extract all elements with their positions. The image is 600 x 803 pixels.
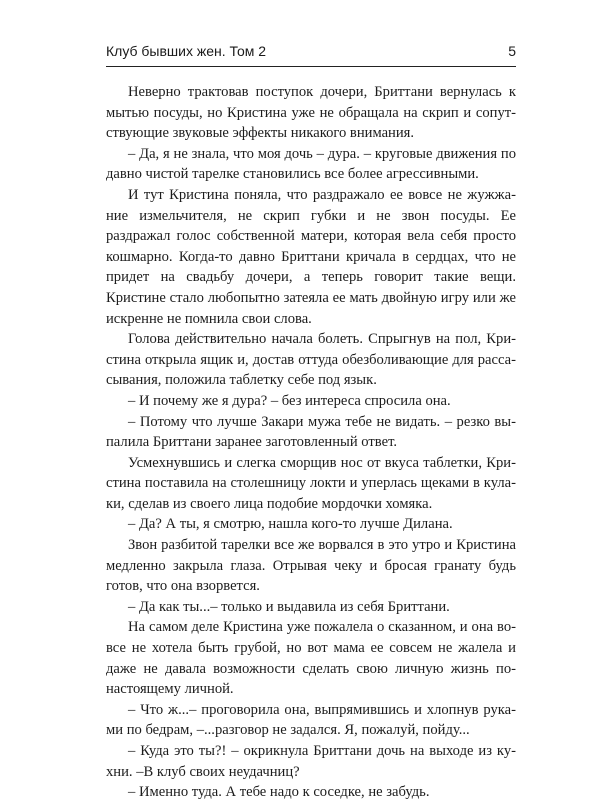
paragraph: И тут Кристина поняла, что раздражало ее вовсе не жужжание измельчителя, не скрип губки и не звон посуды. Ее раздражал голос собственной матери, которая вела себя просто кошмарно. Когда-то давно Бриттани кричала в сердцах, что не придет на свадьбу дочери, а теперь говорит такие вещи. Кристине стало любопытно затеяла ее мать двойную игру или же искренне не помнила свои слова. [106, 186, 516, 327]
paragraph: Неверно трактовав поступок дочери, Бриттани вернулась к мытью посуды, но Кристина уже не обращала на скрип и сопутствующие звуковые эффекты никакого внимания. [106, 84, 516, 142]
paragraph: – Куда это ты?! – окрикнула Бриттани дочь на выходе из кухни. –В клуб своих неудачниц? [106, 743, 516, 780]
paragraph: – Да, я не знала, что моя дочь – дура. – круговые движения по давно чистой тарелке становились все более агрессивными. [106, 145, 516, 183]
page-number: 5 [508, 43, 516, 59]
paragraph: На самом деле Кристина уже пожалела о сказанном, и она вовсе не хотела быть грубой, но вот мама ее совсем не жалела и даже не давала возможности сделать свою личную жизнь по-настоящему личной. [106, 619, 516, 698]
paragraph: Звон разбитой тарелки все же ворвался в это утро и Кристина медленно закрыла глаза. Отрывая чеку и бросая гранату будь готов, что она взорвется. [106, 537, 516, 595]
body-text [106, 82, 516, 803]
paragraph: – Что ж...– проговорила она, выпрямившись и хлопнув руками по бедрам, –...разговор не задался. Я, пожалуй, пойду... [106, 701, 516, 739]
paragraph: – Потому что лучше Закари мужа тебе не видать. – резко выпалила Бриттани заранее заготовленный ответ. [106, 413, 516, 451]
paragraph: – Именно туда. А тебе надо к соседке, не забудь. [128, 784, 430, 801]
paragraph: – И почему же я дура? – без интереса спросила она. [128, 392, 451, 409]
running-title: Клуб бывших жен. Том 2 [106, 43, 267, 59]
header-rule [106, 66, 516, 67]
running-header [106, 42, 516, 64]
paragraph: – Да как ты...– только и выдавила из себя Бриттани. [128, 598, 450, 615]
paragraph: Голова действительно начала болеть. Спрыгнув на пол, Кристина открыла ящик и, достав оттуда обезболивающие для рассасывания, положила таблетку себе под язык. [106, 331, 516, 389]
paragraph: – Да? А ты, я смотрю, нашла кого-то лучше Дилана. [128, 516, 453, 533]
paragraph: Усмехнувшись и слегка сморщив нос от вкуса таблетки, Кристина поставила на столешницу локти и уперлась щеками в кулаки, сделав из своего лица подобие мордочки хомяка. [106, 454, 516, 512]
